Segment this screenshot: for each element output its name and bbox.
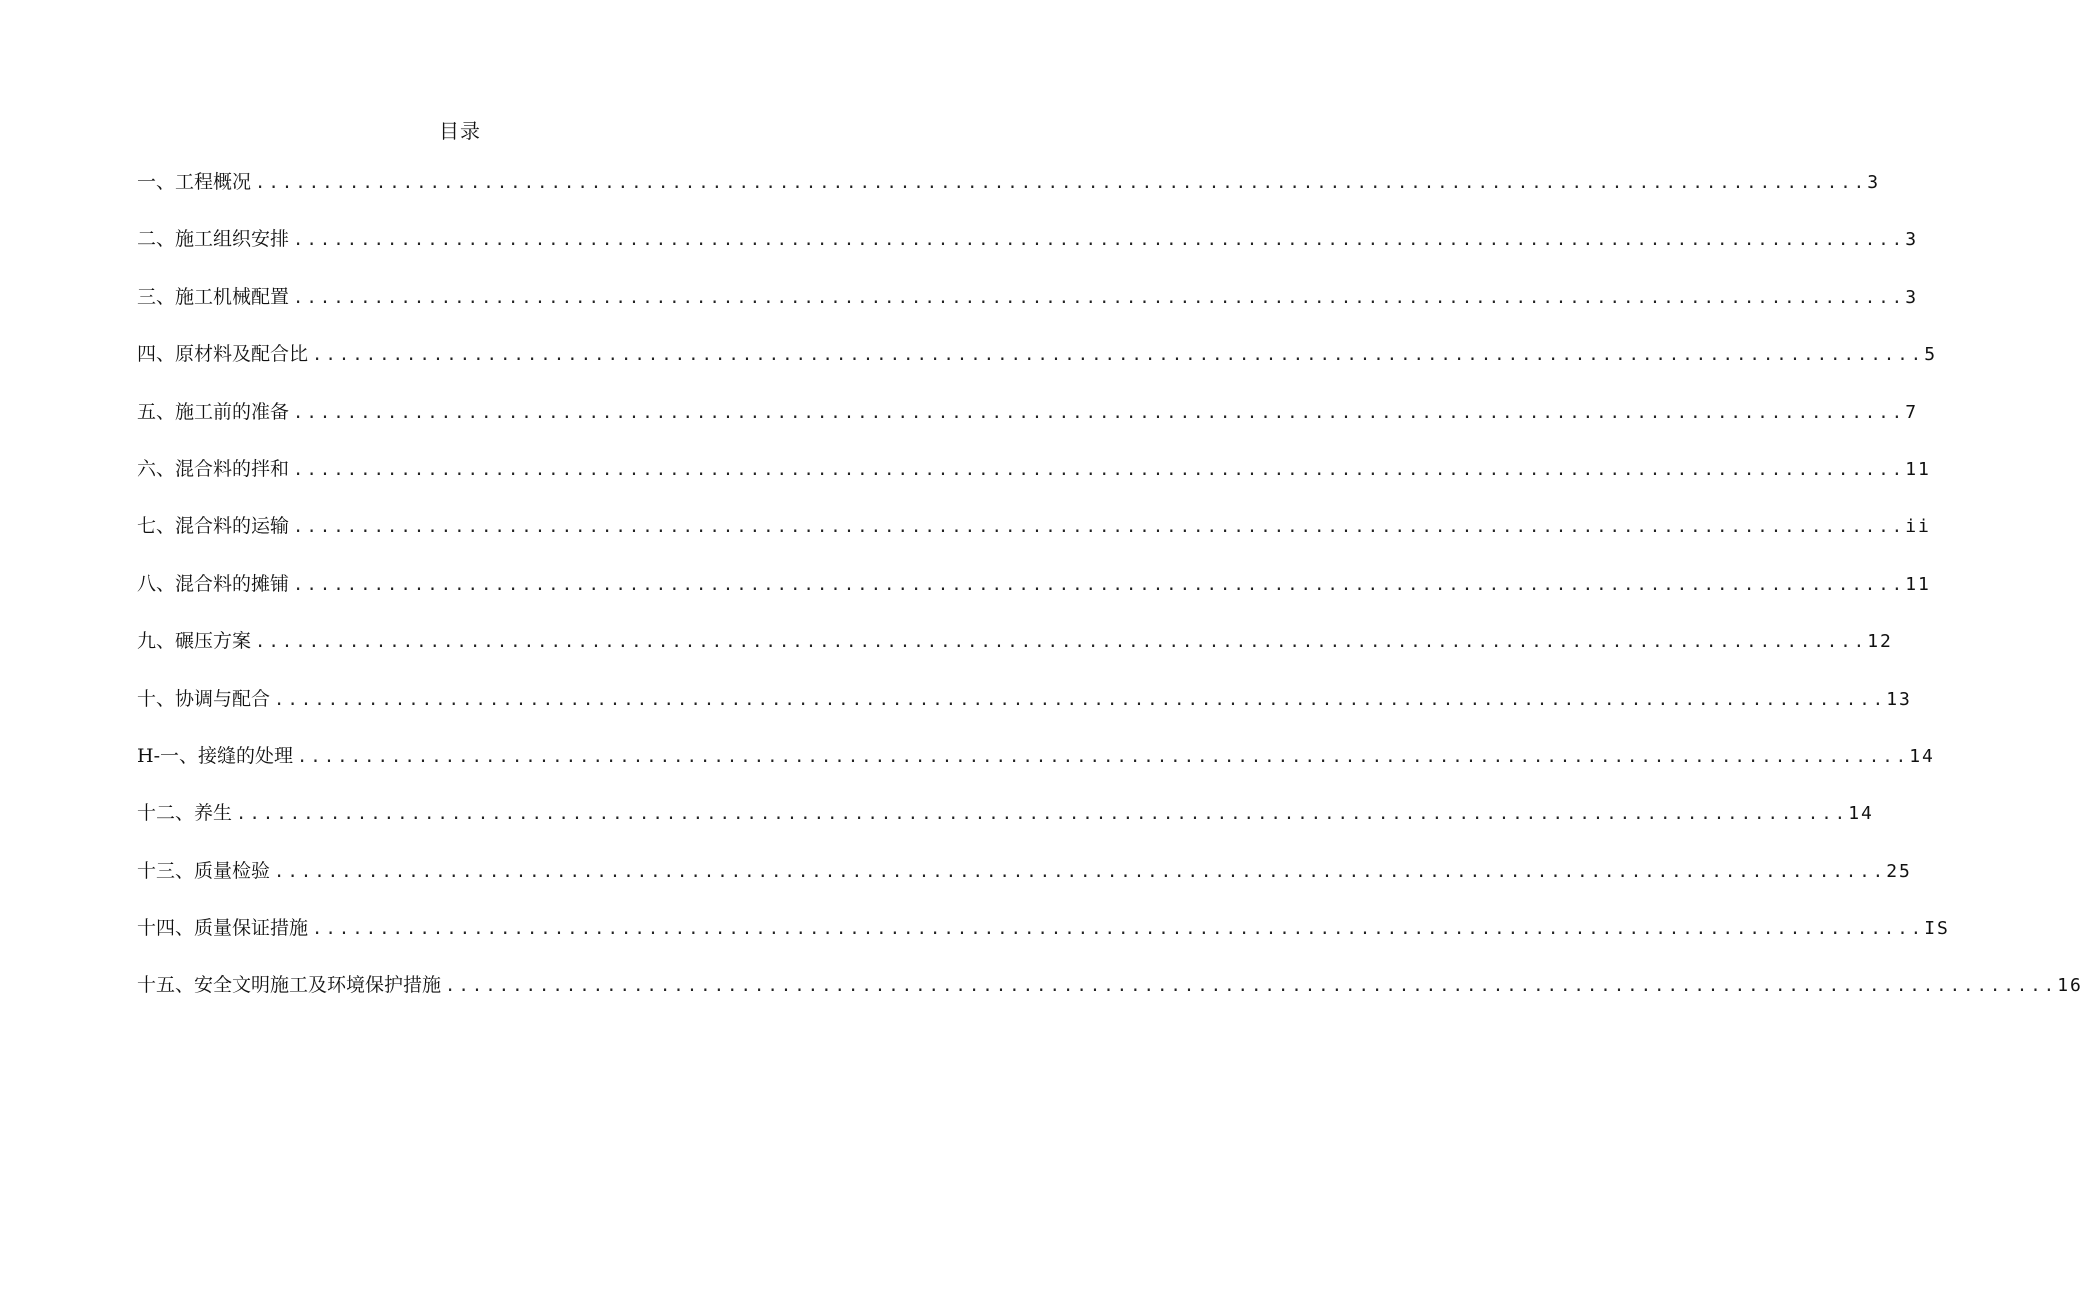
toc-entry-page: 5: [1924, 344, 1938, 366]
toc-entry-label: 七、混合料的运输: [137, 515, 290, 538]
toc-entry: [137, 455, 1931, 512]
toc-entry-page: 11: [1905, 573, 1931, 595]
toc-entry-page: IS: [1924, 918, 1950, 940]
toc-entry-label: 十三、质量检验: [137, 859, 271, 882]
toc-entry-page: 3: [1905, 286, 1919, 308]
toc-entry: [137, 570, 1931, 627]
toc-entry-page: 3: [1905, 229, 1919, 251]
toc-entry-page: 7: [1905, 401, 1919, 423]
toc-entry: [137, 340, 1938, 397]
toc-entry-page: ii: [1905, 516, 1931, 538]
toc-entry-label: 六、混合料的拌和: [137, 457, 290, 480]
toc-entry-label: 十二、养生: [137, 802, 233, 825]
toc-entry-label: 三、施工机械配置: [137, 285, 290, 308]
toc-dot-leader: ........................................................................................................................: [293, 574, 1906, 595]
toc-dot-leader: ........................................................................................................................: [255, 632, 1868, 653]
toc-dot-leader: ........................................................................................................................: [293, 230, 1906, 251]
toc-dot-leader: ........................................................................................................................: [293, 287, 1906, 308]
toc-dot-leader: ........................................................................................................................: [312, 919, 1925, 940]
toc-list: [137, 168, 2083, 1029]
toc-entry-label: 一、工程概况: [137, 171, 252, 193]
toc-dot-leader: ........................................................................................................................: [293, 402, 1906, 423]
toc-entry: [137, 857, 1912, 914]
toc-entry-page: 11: [1905, 458, 1931, 480]
toc-entry-label: 八、混合料的摊铺: [137, 572, 290, 595]
toc-entry: [137, 627, 1893, 684]
toc-entry: [137, 225, 1919, 282]
toc-entry-label: 四、原材料及配合比: [137, 343, 309, 366]
toc-entry-label: 十五、安全文明施工及环境保护措施: [137, 974, 442, 997]
toc-dot-leader: ........................................................................................................................: [312, 345, 1925, 366]
toc-dot-leader: ........................................................................................................................: [274, 861, 1887, 882]
toc-entry-page: 14: [1848, 803, 1874, 825]
toc-entry: [137, 398, 1919, 455]
toc-dot-leader: ........................................................................................................................: [297, 746, 1910, 767]
toc-entry-page: 13: [1886, 688, 1912, 710]
toc-entry-label: 九、碾压方案: [137, 630, 252, 653]
toc-dot-leader: ........................................................................................................................: [255, 173, 1868, 193]
toc-title: 目录: [439, 119, 481, 143]
toc-dot-leader: ........................................................................................................................: [293, 459, 1906, 480]
toc-entry-label: 十四、质量保证措施: [137, 917, 309, 940]
toc-entry-label: 五、施工前的准备: [137, 400, 290, 423]
toc-entry-page: 16: [2057, 975, 2083, 997]
toc-entry: [137, 914, 1950, 971]
toc-entry: [137, 168, 1881, 225]
toc-entry-page: 3: [1867, 172, 1881, 193]
toc-entry-label: 二、施工组织安排: [137, 228, 290, 251]
toc-entry-page: 14: [1909, 745, 1935, 767]
toc-entry: [137, 283, 1919, 340]
toc-entry-label: H-一、接缝的处理: [137, 744, 293, 767]
toc-entry: [137, 971, 2083, 1028]
toc-entry: [137, 742, 1935, 799]
toc-entry-page: 12: [1867, 631, 1893, 653]
toc-entry: [137, 685, 1912, 742]
toc-dot-leader: ........................................................................................................................: [293, 517, 1906, 538]
toc-entry: [137, 512, 1931, 569]
toc-dot-leader: ........................................................................................................................: [274, 689, 1887, 710]
toc-dot-leader: ........................................................................................................................: [445, 976, 2058, 997]
toc-entry: [137, 799, 1874, 856]
toc-dot-leader: ........................................................................................................................: [236, 804, 1849, 825]
toc-entry-label: 十、协调与配合: [137, 687, 271, 710]
toc-entry-page: 25: [1886, 860, 1912, 882]
